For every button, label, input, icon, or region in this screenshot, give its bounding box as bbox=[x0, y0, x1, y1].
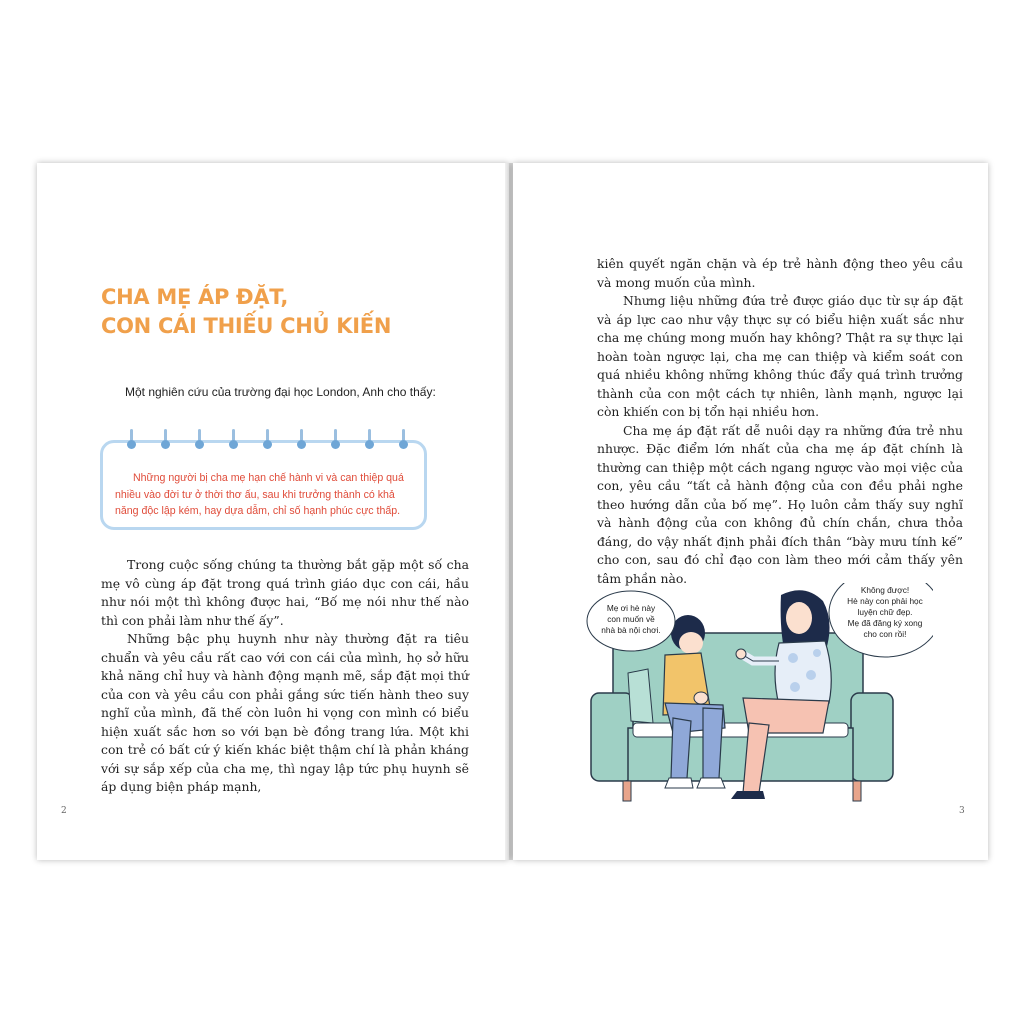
chapter-title-line1: CHA MẸ ÁP ĐẶT, bbox=[101, 285, 289, 309]
child-speech-bubble bbox=[587, 591, 675, 651]
right-paragraph-3: Cha mẹ áp đặt rất dễ nuôi dạy ra những đứa trẻ nhu nhược. Đặc điểm lớn nhất của cha mẹ áp đặt chính là thường can thiệp một cách ngang ngược vào mọi việc của con, yêu cầu “tất cả hành động của con đều phải nghe theo hướng dẫn của bố mẹ”. Họ luôn cảm thấy suy nghĩ và hành động của con không đủ chín chắn, chưa thỏa đáng, do vậy nhất định phải đích thân “bày mưu tính kế” cho con, sau đó chỉ đạo con làm theo mới cảm thấy yên tâm phần nào. bbox=[597, 422, 963, 586]
chapter-title-line2: CON CÁI THIẾU CHỦ KIẾN bbox=[101, 314, 392, 338]
left-paragraph-1: Trong cuộc sống chúng ta thường bắt gặp một số cha mẹ vô cùng áp đặt trong quá trình giáo dục con cái, hầu như nói một thì không được hai, “Bố mẹ nói như thế nào thì con phải làm như thế ấy”. bbox=[101, 557, 469, 628]
mother-child-sofa-illustration bbox=[573, 583, 933, 813]
study-intro: Một nghiên cứu của trường đại học London, Anh cho thấy: bbox=[125, 385, 436, 399]
left-paragraph-2: Những bậc phụ huynh như này thường đặt ra tiêu chuẩn và yêu cầu rất cao với con cái của mình, họ sở hữu khả năng chỉ huy và hành động mạnh mẽ, sắp đặt mọi thứ của con và yêu cầu con phải gắng sức tiến hành theo suy nghĩ của mình, đã thế còn luôn hi vọng con mình có biểu hiện xuất sắc hơn so với bạn bè đồng trang lứa. Một khi con trẻ có bất cứ ý kiến khác biệt thậm chí là phản kháng với sự sắp xếp của cha mẹ, thì ngay lập tức phụ huynh sẽ áp dụng biện pháp mạnh, bbox=[101, 631, 469, 794]
left-body-text bbox=[101, 556, 469, 797]
right-paragraph-1: kiên quyết ngăn chặn và ép trẻ hành động theo yêu cầu và mong muốn của mình. bbox=[597, 256, 963, 290]
child-bubble-line3: nhà bà nội chơi. bbox=[601, 625, 661, 635]
ring-icon bbox=[331, 429, 340, 449]
ring-icon bbox=[365, 429, 374, 449]
ring-icon bbox=[127, 429, 136, 449]
page-number-left: 2 bbox=[61, 806, 67, 816]
quote-notebook-box bbox=[100, 440, 427, 530]
child-bubble-line2: con muốn về bbox=[607, 614, 655, 624]
child-bubble-line1: Mẹ ơi hè này bbox=[606, 603, 656, 613]
mother-bubble-line4: Mẹ đã đăng ký xong bbox=[847, 618, 923, 628]
mother-bubble-line5: cho con rồi! bbox=[863, 629, 907, 639]
ring-icon bbox=[399, 429, 408, 449]
ring-icon bbox=[161, 429, 170, 449]
chapter-title bbox=[101, 283, 391, 341]
ring-icon bbox=[229, 429, 238, 449]
ring-icon bbox=[263, 429, 272, 449]
mother-bubble-line3: luyện chữ đẹp. bbox=[857, 607, 913, 617]
mother-bubble-line1: Không được! bbox=[860, 585, 910, 595]
right-paragraph-2: Nhưng liệu những đứa trẻ được giáo dục từ sự áp đặt và áp lực cao như vậy thực sự có biểu hiện xuất sắc như cha mẹ chúng mong muốn hay không? Thật ra sự thực lại hoàn toàn ngược lại, cha mẹ can thiệp và kiểm soát con quá nhiều không những không thúc đẩy quá trình trưởng thành của con một cách tự nhiên, lành mạnh, ngược lại còn khiến con bị tổn hại nhiều hơn. bbox=[597, 293, 963, 419]
right-page bbox=[513, 163, 988, 860]
mother-bubble-line2: Hè này con phải học bbox=[847, 596, 923, 606]
ring-icon bbox=[297, 429, 306, 449]
left-page bbox=[37, 163, 509, 860]
page-number-right: 3 bbox=[959, 806, 965, 816]
ring-icon bbox=[195, 429, 204, 449]
study-quote: Những người bị cha mẹ hạn chế hành vi và can thiệp quá nhiều vào đời tư ở thời thơ ấu, sau khi trưởng thành có khả năng độc lập kém, hay dựa dẫm, chỉ số hạnh phúc cực thấp. bbox=[115, 472, 404, 517]
right-body-text bbox=[597, 255, 963, 588]
